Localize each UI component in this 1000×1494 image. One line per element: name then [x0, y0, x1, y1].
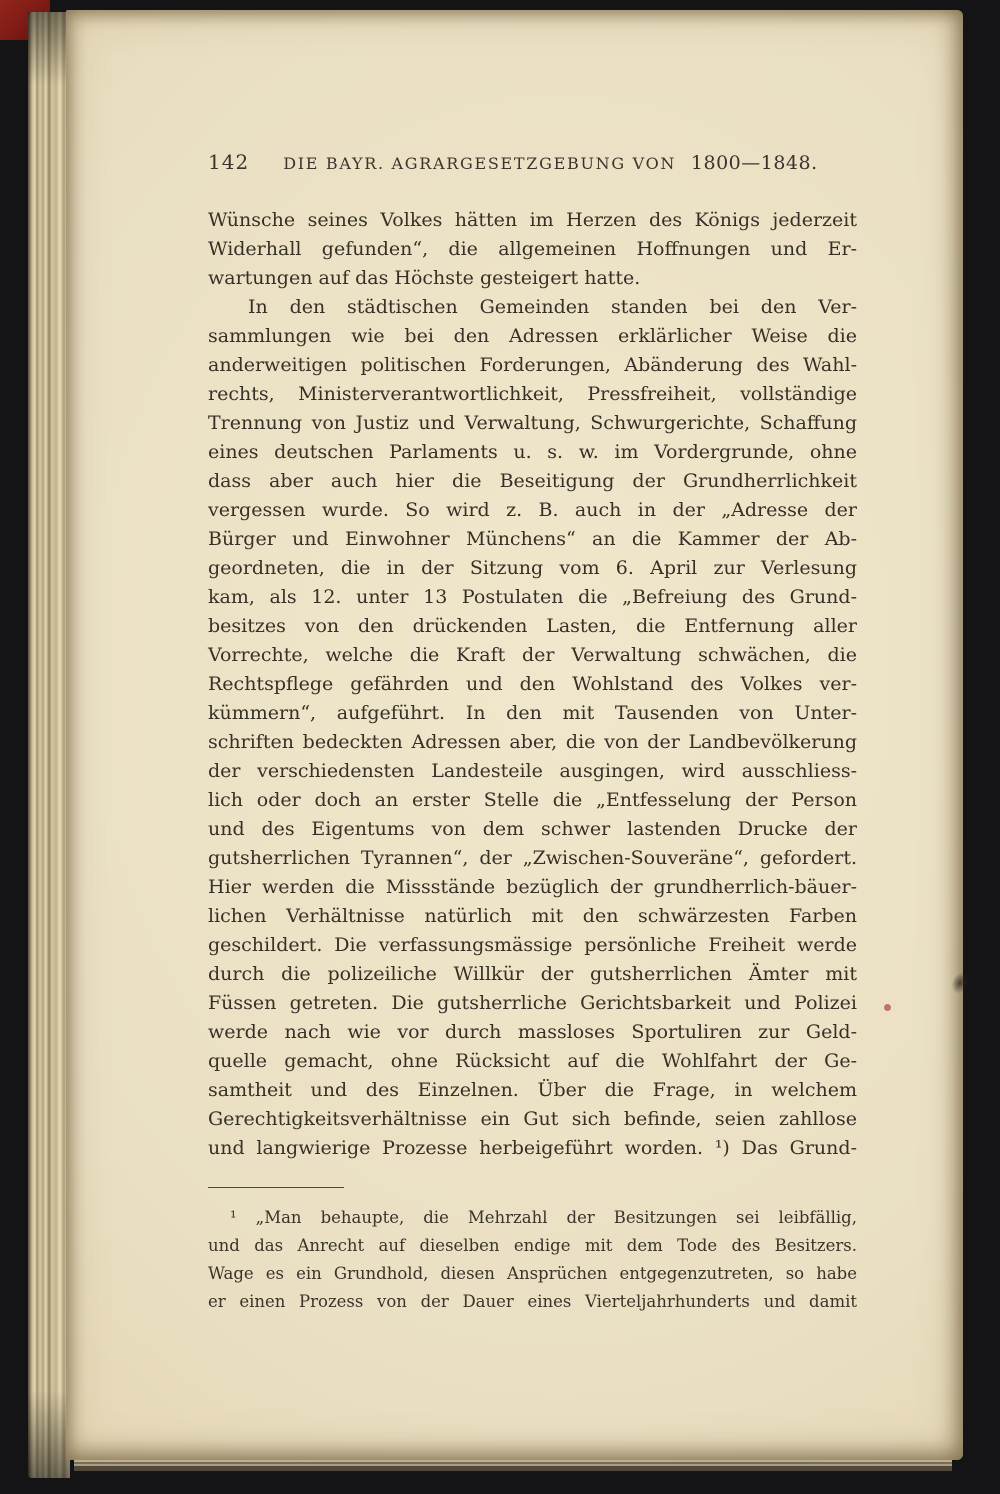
text-line: lichen Verhältnisse natürlich mit den schwärzesten Farben [208, 905, 857, 927]
text-line: werde nach wie vor durch massloses Sportuliren zur Geld- [208, 1021, 857, 1043]
text-line: Trennung von Justiz und Verwaltung, Schwurgerichte, Schaffung [208, 412, 857, 434]
text-line: geordneten, die in der Sitzung vom 6. April zur Verlesung [208, 557, 857, 579]
paragraph [208, 206, 857, 293]
text-line: Rechtspflege gefährden und den Wohlstand des Volkes ver- [208, 673, 857, 695]
page-content [66, 10, 963, 1460]
text-line: lich oder doch an erster Stelle die „Entfesselung der Person [208, 789, 857, 811]
footnote [208, 1204, 857, 1316]
text-line: geschildert. Die verfassungsmässige persönliche Freiheit werde [208, 934, 857, 956]
text-line: anderweitigen politischen Forderungen, Abänderung des Wahl- [208, 354, 857, 376]
red-speck-mark [884, 1004, 891, 1011]
text-line: und langwierige Prozesse herbeigeführt worden. ¹) Das Grund- [208, 1137, 857, 1159]
text-line: eines deutschen Parlaments u. s. w. im Vordergrunde, ohne [208, 441, 857, 463]
page-header [208, 150, 857, 174]
text-line: Hier werden die Missstände bezüglich der grundherrlich-bäuer- [208, 876, 857, 898]
text-line: kümmern“, aufgeführt. In den mit Tausenden von Unter- [208, 702, 857, 724]
text-line: er einen Prozess von der Dauer eines Vierteljahrhunderts und damit [208, 1292, 857, 1311]
text-line: sammlungen wie bei den Adressen erklärlicher Weise die [208, 325, 857, 347]
book-page [66, 10, 963, 1460]
text-line: Füssen getreten. Die gutsherrliche Gerichtsbarkeit und Polizei [208, 992, 857, 1014]
text-line: vergessen wurde. So wird z. B. auch in der „Adresse der [208, 499, 857, 521]
text-line: In den städtischen Gemeinden standen bei den Ver- [248, 296, 857, 318]
running-title-text: DIE BAYR. AGRARGESETZGEBUNG VON [283, 154, 677, 173]
text-line: dass aber auch hier die Beseitigung der Grundherrlichkeit [208, 470, 857, 492]
page-bottom-edge [74, 1460, 952, 1471]
text-line: der verschiedensten Landesteile ausgingen, wird ausschliess- [208, 760, 857, 782]
text-line: und das Anrecht auf dieselben endige mit dem Tode des Besitzers. [208, 1236, 857, 1255]
page-stack-edge [28, 12, 70, 1478]
footnote-separator [208, 1187, 344, 1188]
paragraph [208, 293, 857, 1163]
text-line: schriften bedeckten Adressen aber, die von der Landbevölkerung [208, 731, 857, 753]
text-line: Vorrechte, welche die Kraft der Verwaltung schwächen, die [208, 644, 857, 666]
running-title [283, 152, 817, 174]
text-line: wartungen auf das Höchste gesteigert hatte. [208, 267, 641, 289]
page-number: 142 [208, 150, 250, 174]
text-line: rechts, Ministerverantwortlichkeit, Pressfreiheit, vollständige [208, 383, 857, 405]
running-title-years: 1800—1848. [690, 152, 818, 174]
text-line: samtheit und des Einzelnen. Über die Frage, in welchem [208, 1079, 857, 1101]
text-line: Bürger und Einwohner Münchens“ an die Kammer der Ab- [208, 528, 857, 550]
text-line: durch die polizeiliche Willkür der gutsherrlichen Ämter mit [208, 963, 857, 985]
body-text [208, 206, 857, 1163]
text-line: gutsherrlichen Tyrannen“, der „Zwischen-Souveräne“, gefordert. [208, 847, 857, 869]
text-line: kam, als 12. unter 13 Postulaten die „Befreiung des Grund- [208, 586, 857, 608]
text-line: besitzes von den drückenden Lasten, die Entfernung aller [208, 615, 857, 637]
text-line: und des Eigentums von dem schwer lastenden Drucke der [208, 818, 857, 840]
text-line: Wage es ein Grundhold, diesen Ansprüchen entgegenzutreten, so habe [208, 1264, 857, 1283]
text-line: Gerechtigkeitsverhältnisse ein Gut sich befinde, seien zahllose [208, 1108, 857, 1130]
text-line: quelle gemacht, ohne Rücksicht auf die Wohlfahrt der Ge- [208, 1050, 857, 1072]
text-line: Wünsche seines Volkes hätten im Herzen des Königs jederzeit [208, 209, 857, 231]
text-line: Widerhall gefunden“, die allgemeinen Hoffnungen und Er- [208, 238, 857, 260]
text-line: ¹ „Man behaupte, die Mehrzahl der Besitzungen sei leibfällig, [230, 1208, 857, 1227]
